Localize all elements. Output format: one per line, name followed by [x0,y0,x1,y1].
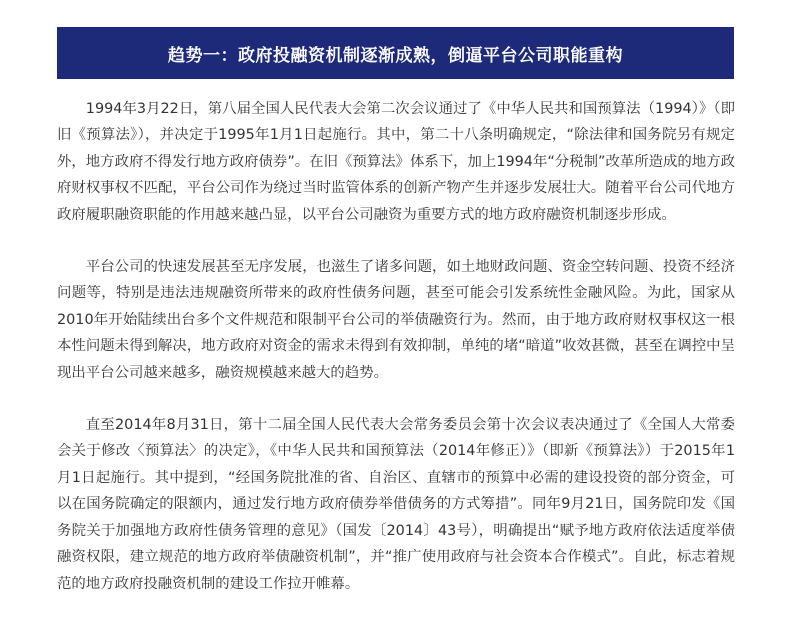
article-paragraph-1: 1994年3月22日，第八届全国人民代表大会第二次会议通过了《中华人民共和国预算法（1994）》（即旧《预算法》），并决定于1995年1月1日起施行。其中，第二十八条明确规定，“除法律和国务院另有规定外，地方政府不得发行地方政府债券”。在旧《预算法》体系下，加上1994年“分税制”改革所造成的地方政府财权事权不匹配，平台公司作为绕过当时监管体系的创新产物产生并逐步发展壮大。随着平台公司代地方政府履职融资职能的作用越来越凸显，以平台公司融资为重要方式的地方政府融资机制逐步形成。 [57,101,735,223]
article-body [57,96,735,597]
section-title-banner [57,27,734,79]
section-title: 趋势一：政府投融资机制逐渐成熟，倒逼平台公司职能重构 [168,45,623,66]
article-paragraph-3: 直至2014年8月31日，第十二届全国人民代表大会常务委员会第十次会议表决通过了《全国人大常委会关于修改〈预算法〉的决定》，《中华人民共和国预算法（2014年修正）》（即新《预算法》）于2015年1月1日起施行。其中提到，“经国务院批准的省、自治区、直辖市的预算中必需的建设投资的部分资金，可以在国务院确定的限额内，通过发行地方政府债券举借债务的方式筹措”。同年9月21日，国务院印发《国务院关于加强地方政府性债务管理的意见》（国发〔2014〕43号），明确提出“赋予地方政府依法适度举债融资权限，建立规范的地方政府举债融资机制”，并“推广使用政府与社会资本合作模式”。自此，标志着规范的地方政府投融资机制的建设工作拉开帷幕。 [57,417,735,592]
article-paragraph-2: 平台公司的快速发展甚至无序发展，也滋生了诸多问题，如土地财政问题、资金空转问题、投资不经济问题等，特别是违法违规融资所带来的政府性债务问题，甚至可能会引发系统性金融风险。为此，国家从2010年开始陆续出台多个文件规范和限制平台公司的举债融资行为。然而，由于地方政府财权事权这一根本性问题未得到解决，地方政府对资金的需求未得到有效抑制，单纯的堵“暗道”收效甚微，甚至在调控中呈现出平台公司越来越多，融资规模越来越大的趋势。 [57,259,735,381]
